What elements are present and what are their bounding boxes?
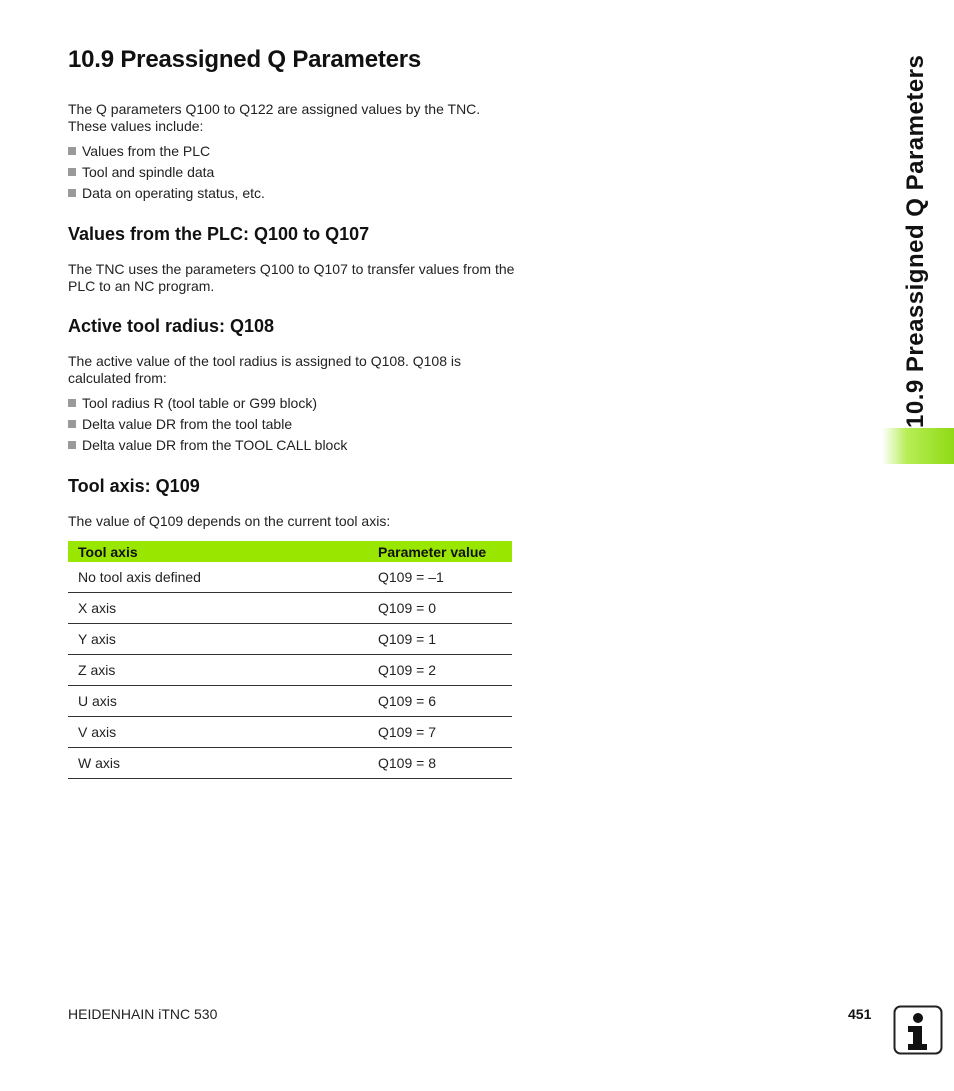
intro-paragraph: The Q parameters Q100 to Q122 are assigned values by the TNC. These values include: (68, 101, 481, 134)
table-row (68, 593, 512, 624)
table-cell-value: Q109 = 8 (368, 748, 512, 779)
table-row (68, 655, 512, 686)
chapter-side-tab (882, 428, 954, 464)
table-cell-axis: W axis (68, 748, 368, 779)
table-cell-value: Q109 = –1 (368, 562, 512, 593)
table-header-row (68, 541, 512, 562)
table-cell-axis: U axis (68, 686, 368, 717)
table-cell-value: Q109 = 2 (368, 655, 512, 686)
radius-paragraph: The active value of the tool radius is assigned to Q108. Q108 is calculated from: (68, 353, 462, 386)
table-cell-value: Q109 = 7 (368, 717, 512, 748)
list-item: Values from the PLC (68, 143, 265, 164)
square-bullet-icon (68, 420, 76, 428)
list-item: Tool radius R (tool table or G99 block) (68, 395, 347, 416)
list-item: Delta value DR from the tool table (68, 416, 347, 437)
page-number: 451 (848, 1006, 872, 1022)
footer-product-name: HEIDENHAIN iTNC 530 (68, 1006, 218, 1022)
info-icon (893, 1005, 943, 1055)
table-header-parameter-value: Parameter value (368, 541, 512, 562)
square-bullet-icon (68, 189, 76, 197)
list-item: Tool and spindle data (68, 164, 265, 185)
square-bullet-icon (68, 399, 76, 407)
table-row (68, 624, 512, 655)
list-item: Delta value DR from the TOOL CALL block (68, 437, 347, 458)
table-row (68, 562, 512, 593)
page-title: 10.9 Preassigned Q Parameters (68, 46, 422, 73)
table-header-tool-axis: Tool axis (68, 541, 368, 562)
table-cell-value: Q109 = 6 (368, 686, 512, 717)
table-cell-value: Q109 = 0 (368, 593, 512, 624)
table-cell-axis: Y axis (68, 624, 368, 655)
square-bullet-icon (68, 168, 76, 176)
square-bullet-icon (68, 441, 76, 449)
plc-paragraph: The TNC uses the parameters Q100 to Q107 to transfer values from the PLC to an NC program. (68, 261, 515, 294)
table-cell-value: Q109 = 1 (368, 624, 512, 655)
table-cell-axis: X axis (68, 593, 368, 624)
tool-axis-table (68, 541, 512, 779)
table-cell-axis: No tool axis defined (68, 562, 368, 593)
radius-bullet-list (68, 395, 347, 458)
square-bullet-icon (68, 147, 76, 155)
side-running-title: 10.9 Preassigned Q Parameters (902, 54, 929, 428)
axis-paragraph: The value of Q109 depends on the current tool axis: (68, 513, 391, 529)
table-cell-axis: V axis (68, 717, 368, 748)
table-row (68, 686, 512, 717)
section-heading-radius: Active tool radius: Q108 (68, 316, 275, 336)
table-row (68, 717, 512, 748)
intro-bullet-list (68, 143, 265, 206)
list-item: Data on operating status, etc. (68, 185, 265, 206)
section-heading-plc: Values from the PLC: Q100 to Q107 (68, 224, 370, 244)
section-heading-axis: Tool axis: Q109 (68, 476, 200, 496)
table-cell-axis: Z axis (68, 655, 368, 686)
table-row (68, 748, 512, 779)
